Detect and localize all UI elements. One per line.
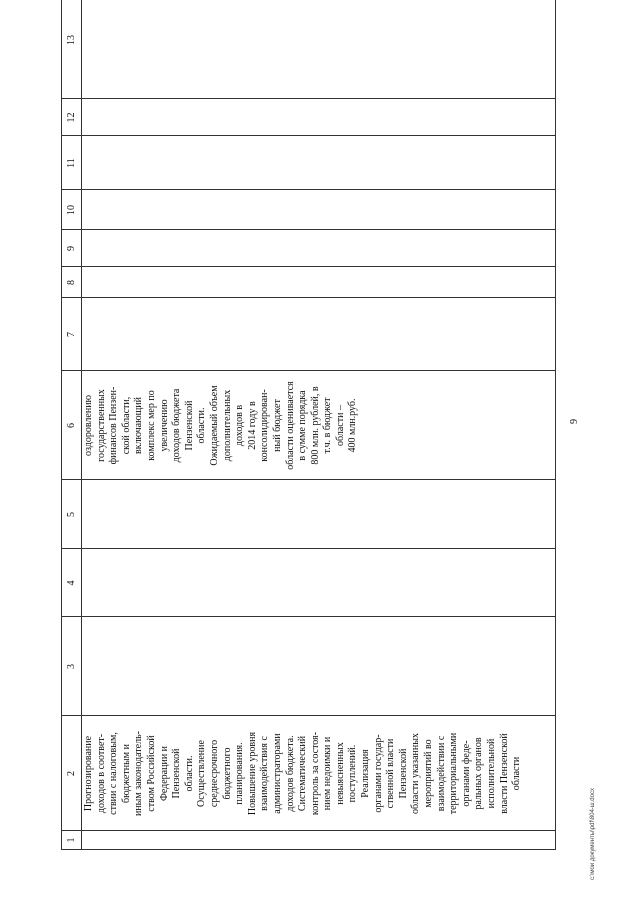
column-divider bbox=[62, 135, 555, 136]
column-number-2: 2 bbox=[66, 771, 77, 776]
cell-measures-text: Прогнозирование доходов в соответ- ствии с налоговым, бюджетным и иным законодатель- ством Российской Федерации и Пензенской области. Осуществление среднесрочного бюджетного планирования. Повышение уровня взаимодействия с администраторами доходов бюджета. Систематический контроль за состоя- нием недоимки и невыясненных поступлений. Реализация органами государ- ственной власти Пензенской области указанных мероприятий во взаимодействии с территориальными органами феде- ральных органов исполнительной власти Пензенской области bbox=[83, 731, 523, 817]
column-divider bbox=[62, 616, 555, 617]
column-number-6: 6 bbox=[66, 423, 77, 428]
rotated-page bbox=[61, 0, 591, 850]
column-number-13: 13 bbox=[66, 35, 77, 45]
column-divider bbox=[62, 189, 555, 190]
column-number-9: 9 bbox=[66, 246, 77, 251]
column-divider bbox=[62, 548, 555, 549]
column-number-8: 8 bbox=[66, 280, 77, 285]
column-divider bbox=[62, 98, 555, 99]
column-number-7: 7 bbox=[66, 332, 77, 337]
column-divider bbox=[62, 266, 555, 267]
cell-result-text: оздоровлению государственных финансов Пензен- ской области, включающий комплекс мер по увеличению доходов бюджета Пензенской области. Ожидаемый объем дополнительных доходов в 2014 году в консолидирован- ный бюджет области оценивается в сумме порядка 800 млн. рублей, в т.ч. в бюджет области – 400 млн.руб. bbox=[83, 381, 359, 470]
column-divider bbox=[62, 229, 555, 230]
column-number-12: 12 bbox=[66, 112, 77, 123]
column-divider bbox=[62, 297, 555, 298]
file-path-text: c:\мои документы\pdf\804-ш.docx bbox=[590, 788, 596, 880]
header-divider bbox=[81, 0, 82, 849]
column-number-4: 4 bbox=[66, 580, 77, 586]
data-table bbox=[61, 0, 556, 850]
column-number-3: 3 bbox=[66, 664, 77, 669]
file-path-footer bbox=[590, 720, 602, 880]
column-number-1: 1 bbox=[66, 837, 77, 843]
column-number-10: 10 bbox=[66, 205, 77, 215]
column-number-5: 5 bbox=[66, 512, 77, 517]
column-number-11: 11 bbox=[66, 158, 77, 168]
page-number: 9 bbox=[569, 419, 580, 424]
